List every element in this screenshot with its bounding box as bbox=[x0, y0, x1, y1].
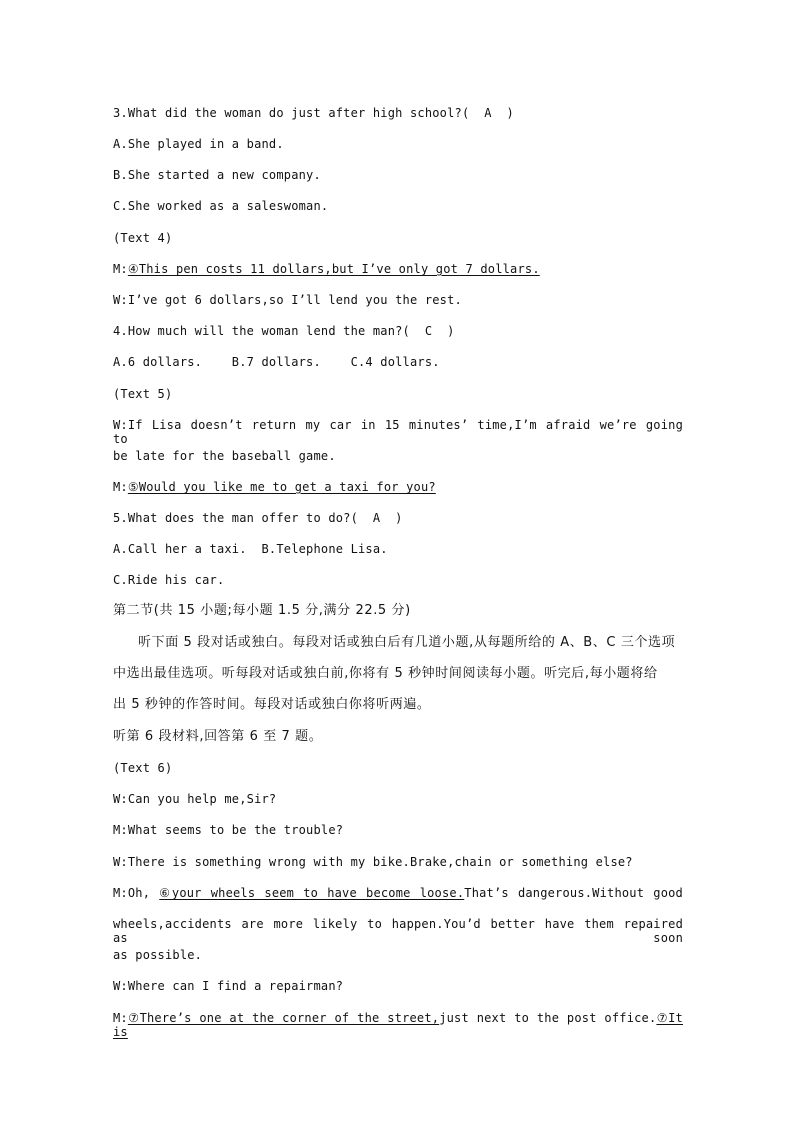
text-6-man-line-3 bbox=[113, 1011, 683, 1039]
underlined-key-sentence: ④This pen costs 11 dollars,but I’ve only got 7 dollars. bbox=[127, 262, 540, 276]
question-4-options: A.6 dollars. B.7 dollars. C.4 dollars. bbox=[113, 355, 440, 369]
instruction-line-1: 听下面 5 段对话或独白。每段对话或独白后有几道小题,从每题所给的 A、B、C 三个选项 bbox=[138, 635, 676, 650]
text-4-label: (Text 4) bbox=[113, 231, 173, 245]
question-5: 5.What does the man offer to do?( A ) bbox=[113, 511, 403, 525]
speaker-prefix: M: bbox=[113, 480, 128, 494]
text-4-man-line bbox=[113, 262, 683, 276]
question-5-options-ab: A.Call her a taxi. B.Telephone Lisa. bbox=[113, 542, 388, 556]
question-3-option-b: B.She started a new company. bbox=[113, 168, 321, 182]
question-4: 4.How much will the woman lend the man?( C ) bbox=[113, 324, 455, 338]
question-3: 3.What did the woman do just after high school?( A ) bbox=[113, 106, 514, 120]
text-6-woman-line-2: W:There is something wrong with my bike.Brake,chain or something else? bbox=[113, 855, 633, 869]
underlined-key-sentence: ⑥your wheels seem to have become loose. bbox=[159, 886, 465, 900]
text-5-woman-line-2: be late for the baseball game. bbox=[113, 449, 336, 463]
listen-prompt-6: 听第 6 段材料,回答第 6 至 7 题。 bbox=[113, 729, 323, 744]
question-3-option-a: A.She played in a band. bbox=[113, 137, 284, 151]
section-2-title: 第二节(共 15 小题;每小题 1.5 分,满分 22.5 分) bbox=[113, 603, 411, 618]
speaker-prefix: M:Oh, bbox=[113, 886, 160, 900]
text-5-woman-line-1: W:If Lisa doesn’t return my car in 15 minutes’ time,I’m afraid we’re going to bbox=[113, 418, 683, 446]
speaker-prefix: M: bbox=[113, 262, 128, 276]
sentence-continuation: That’s dangerous.Without good bbox=[464, 886, 683, 900]
text-6-man-line-2 bbox=[113, 886, 683, 900]
text-4-woman-line: W:I’ve got 6 dollars,so I’ll lend you the rest. bbox=[113, 293, 462, 307]
text-6-woman-line-3: W:Where can I find a repairman? bbox=[113, 979, 344, 993]
text-5-label: (Text 5) bbox=[113, 387, 173, 401]
question-3-option-c: C.She worked as a saleswoman. bbox=[113, 199, 329, 213]
speaker-prefix: M: bbox=[113, 1011, 128, 1025]
underlined-key-sentence: ⑤Would you like me to get a taxi for you? bbox=[127, 480, 436, 494]
text-6-woman-line-1: W:Can you help me,Sir? bbox=[113, 792, 277, 806]
text-6-label: (Text 6) bbox=[113, 761, 173, 775]
underlined-key-sentence: ⑦It is bbox=[113, 1011, 683, 1039]
instruction-line-2: 中选出最佳选项。听每段对话或独白前,你将有 5 秒钟时间阅读每小题。听完后,每小题将给 bbox=[113, 666, 658, 681]
question-5-option-c: C.Ride his car. bbox=[113, 573, 225, 587]
instruction-line-3: 出 5 秒钟的作答时间。每段对话或独白你将听两遍。 bbox=[113, 697, 431, 712]
text-6-man-line-2-cont: wheels,accidents are more likely to happen.You’d better have them repaired as soon bbox=[113, 917, 683, 945]
underlined-key-sentence: ⑦There’s one at the corner of the street, bbox=[127, 1011, 440, 1025]
sentence-continuation: just next to the post office. bbox=[439, 1011, 657, 1025]
text-5-man-line bbox=[113, 480, 683, 494]
text-6-man-line-2-end: as possible. bbox=[113, 948, 203, 962]
text-6-man-line-1: M:What seems to be the trouble? bbox=[113, 823, 344, 837]
